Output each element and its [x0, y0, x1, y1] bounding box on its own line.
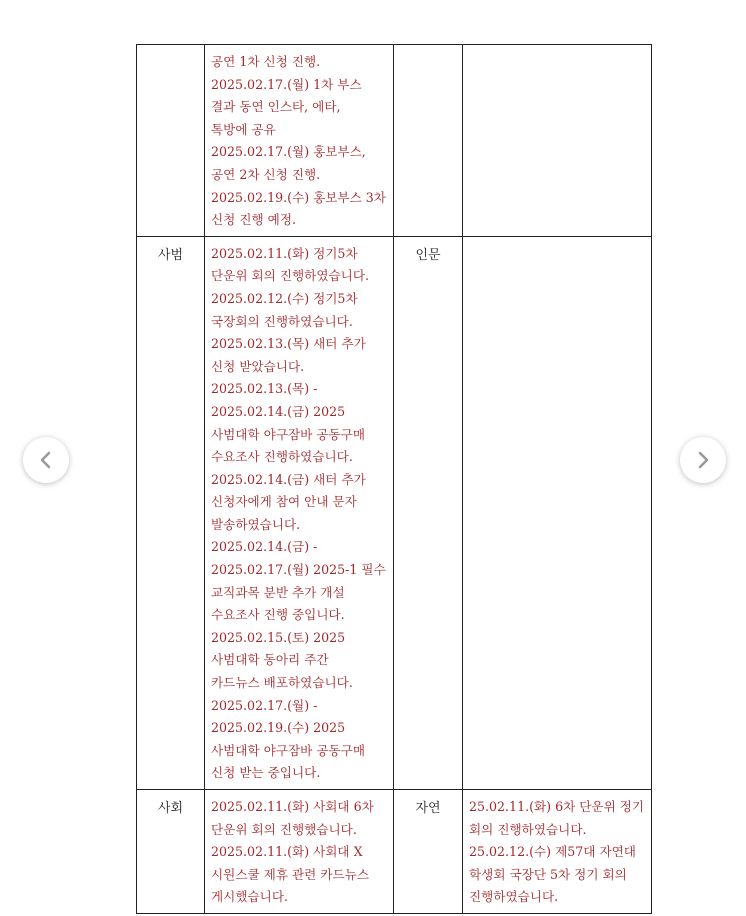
college-name-cell [394, 45, 463, 237]
report-line: 2025.02.15.(토) 2025 [211, 629, 346, 645]
report-line: 시원스쿨 제휴 관련 카드뉴스 [211, 866, 369, 882]
report-line: 사범대학 야구잠바 공동구매 [211, 742, 365, 758]
report-line: 교직과목 분반 추가 개설 [211, 584, 345, 600]
report-line: 2025.02.19.(수) 2025 [211, 720, 346, 736]
table-row [137, 790, 652, 914]
report-line: 25.02.12.(수) 제57대 자연대 [469, 844, 636, 860]
report-line: 2025.02.13.(목) - [211, 381, 318, 397]
report-cell [205, 790, 394, 914]
report-line: 발송하였습니다. [211, 516, 301, 532]
report-line: 카드뉴스 배포하였습니다. [211, 675, 353, 691]
report-line: 톡방에 공유 [211, 121, 276, 137]
chevron-right-icon [693, 450, 713, 470]
report-cell [463, 790, 652, 914]
report-line: 사범대학 야구잠바 공동구매 [211, 426, 365, 442]
report-line: 국장회의 진행하였습니다. [211, 313, 353, 329]
report-line: 신청 진행 예정. [211, 212, 297, 228]
college-name-cell: 인문 [394, 236, 463, 789]
report-line: 공연 1차 신청 진행. [211, 54, 321, 69]
table-row [137, 45, 652, 237]
report-line: 게시했습니다. [211, 889, 288, 905]
report-line: 수요조사 진행하였습니다. [211, 449, 353, 465]
report-cell [463, 45, 652, 237]
report-cell [205, 45, 394, 237]
report-line: 2025.02.17.(월) - [211, 697, 318, 713]
report-line: 2025.02.19.(수) 홍보부스 3차 [211, 189, 386, 205]
report-line: 회의 진행하였습니다. [469, 821, 587, 837]
report-line: 단운위 회의 진행했습니다. [211, 821, 357, 837]
report-table-body [137, 45, 652, 914]
carousel-next-button[interactable] [680, 437, 726, 483]
report-line: 학생회 국장단 5차 정기 회의 [469, 866, 627, 882]
report-line: 진행하였습니다. [469, 889, 559, 905]
chevron-left-icon [36, 450, 56, 470]
report-line: 2025.02.17.(월) 홍보부스, [211, 144, 366, 160]
report-line: 신청 받았습니다. [211, 358, 305, 374]
report-line: 25.02.11.(화) 6차 단운위 정기 [469, 799, 645, 814]
carousel-prev-button[interactable] [23, 437, 69, 483]
report-line: 2025.02.17.(월) 2025-1 필수 [211, 562, 386, 578]
report-line: 단운위 회의 진행하였습니다. [211, 268, 369, 284]
table-row [137, 236, 652, 789]
report-line: 2025.02.12.(수) 정기5차 [211, 290, 358, 306]
report-line: 2025.02.14.(금) 2025 [211, 403, 346, 419]
report-line: 2025.02.13.(목) 새터 추가 [211, 336, 366, 352]
college-name-cell [137, 45, 205, 237]
report-line: 2025.02.14.(금) 새터 추가 [211, 471, 366, 487]
report-table [136, 44, 652, 914]
report-line: 신청 받는 중입니다. [211, 765, 321, 781]
report-line: 사범대학 동아리 주간 [211, 652, 329, 668]
college-name-cell: 자연 [394, 790, 463, 914]
report-line: 2025.02.11.(화) 사회대 6차 [211, 799, 374, 814]
report-line: 공연 2차 신청 진행. [211, 166, 321, 182]
college-name-cell: 사회 [137, 790, 205, 914]
report-line: 2025.02.17.(월) 1차 부스 [211, 76, 362, 92]
report-line: 결과 동연 인스타, 에타, [211, 99, 341, 115]
report-line: 2025.02.11.(화) 정기5차 [211, 245, 358, 261]
report-line: 신청자에게 참여 안내 문자 [211, 494, 357, 510]
report-line: 2025.02.11.(화) 사회대 X [211, 844, 363, 860]
report-cell [463, 236, 652, 789]
report-line: 수요조사 진행 중입니다. [211, 607, 345, 623]
report-cell [205, 236, 394, 789]
college-name-cell: 사범 [137, 236, 205, 789]
report-line: 2025.02.14.(금) - [211, 539, 318, 555]
